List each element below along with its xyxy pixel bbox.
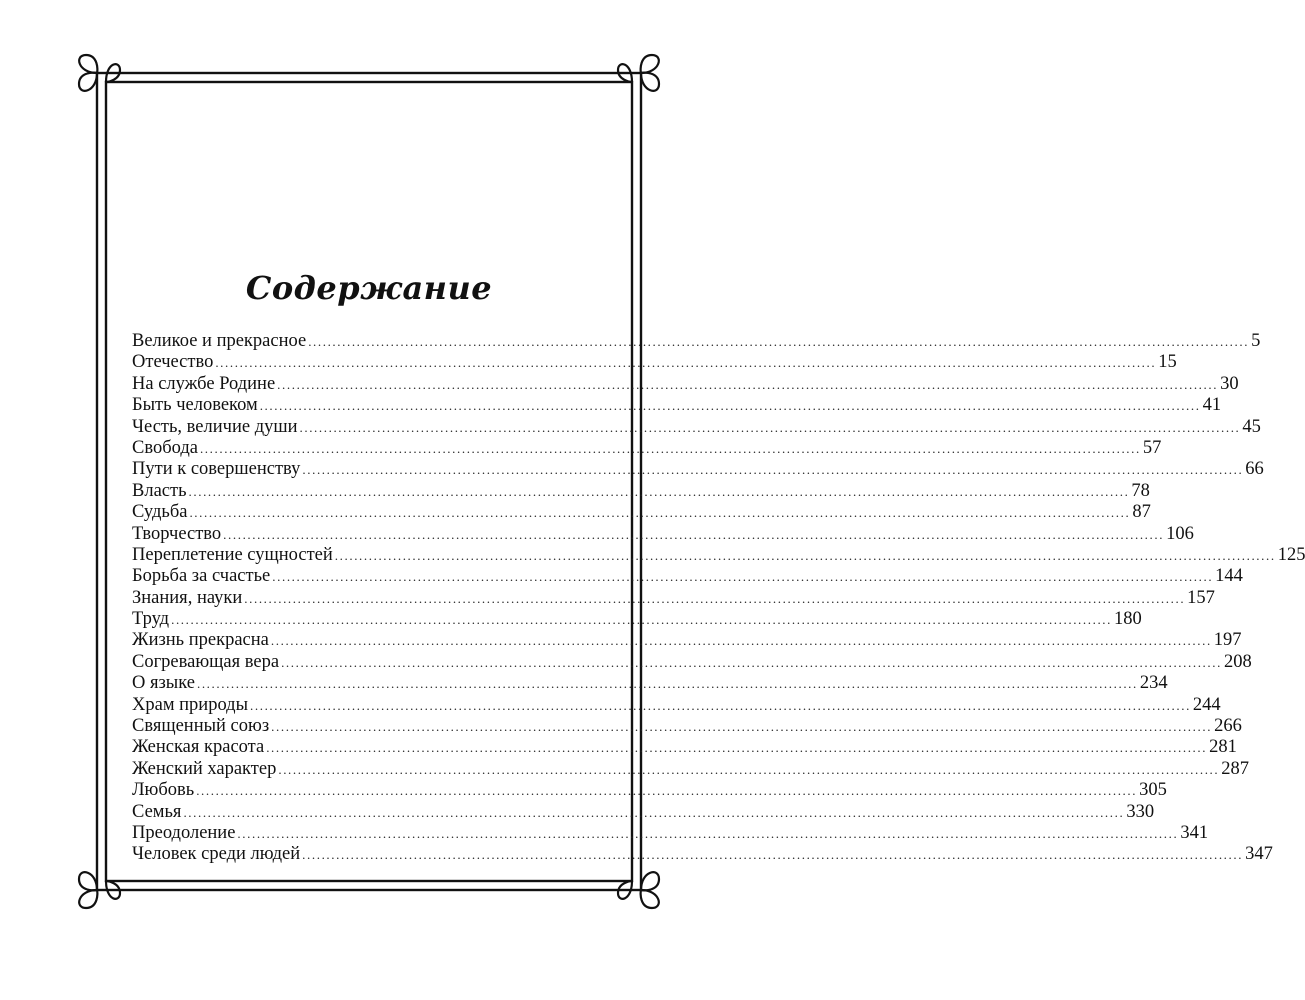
toc-entry	[132, 331, 1261, 352]
toc-dot-leader: ..................................................................................................................................................................................................	[302, 847, 1244, 863]
toc-dot-leader: ..................................................................................................................................................................................................	[223, 526, 1165, 542]
toc-entry-page-number: 244	[1192, 694, 1221, 715]
toc-entry-title: На службе Родине	[132, 373, 276, 394]
toc-dot-leader: ..................................................................................................................................................................................................	[171, 612, 1113, 628]
toc-entry-page-number: 106	[1166, 523, 1194, 544]
toc-entry	[132, 416, 1261, 438]
toc-entry-page-number: 305	[1139, 780, 1167, 801]
toc-entry-title: Творчество	[132, 523, 222, 544]
toc-entry-title: Согревающая вера	[132, 651, 280, 672]
toc-entry-page-number: 234	[1139, 673, 1168, 694]
toc-entry	[132, 587, 1215, 609]
toc-entry-page-number: 5	[1251, 331, 1261, 351]
toc-entry-page-number: 287	[1221, 758, 1249, 779]
toc-entry-page-number: 330	[1126, 801, 1155, 822]
toc-dot-leader: ..................................................................................................................................................................................................	[270, 633, 1212, 649]
toc-entry-title: Преодоление	[132, 822, 236, 843]
toc-entry-page-number: 45	[1242, 416, 1261, 437]
toc-dot-leader: ..................................................................................................................................................................................................	[199, 440, 1141, 456]
toc-entry-title: Знания, науки	[132, 587, 243, 608]
toc-entry-page-number: 281	[1209, 737, 1237, 758]
toc-entry	[132, 523, 1194, 545]
toc-entry-page-number: 87	[1132, 502, 1151, 523]
toc-dot-leader: ..................................................................................................................................................................................................	[189, 505, 1131, 521]
toc-entry	[132, 630, 1242, 651]
toc-entry-title: Труд	[132, 609, 170, 630]
toc-dot-leader: ..................................................................................................................................................................................................	[259, 398, 1201, 414]
toc-entry	[132, 694, 1221, 716]
toc-entry-page-number: 125	[1277, 544, 1305, 565]
toc-entry-page-number: 41	[1202, 395, 1222, 416]
toc-dot-leader: ..................................................................................................................................................................................................	[250, 697, 1191, 713]
toc-entry-title: Отечество	[132, 352, 214, 373]
toc-dot-leader: ..................................................................................................................................................................................................	[196, 783, 1138, 799]
toc-dot-leader: ..................................................................................................................................................................................................	[299, 419, 1241, 435]
toc-entry-page-number: 266	[1214, 716, 1242, 737]
toc-entry	[132, 395, 1222, 416]
toc-dot-leader: ..................................................................................................................................................................................................	[281, 654, 1222, 670]
toc-entry-title: Семья	[132, 801, 182, 822]
toc-entry-title: Переплетение сущностей	[132, 544, 333, 565]
toc-dot-leader: ..................................................................................................................................................................................................	[244, 590, 1186, 606]
toc-entry	[132, 352, 1177, 373]
toc-entry	[132, 480, 1150, 502]
toc-entry	[132, 566, 1243, 587]
toc-entry-title: Судьба	[132, 502, 188, 523]
toc-entry-page-number: 208	[1223, 651, 1252, 672]
toc-entry-page-number: 197	[1213, 630, 1242, 651]
toc-dot-leader: ..................................................................................................................................................................................................	[302, 462, 1244, 478]
toc-entry	[132, 737, 1237, 758]
toc-dot-leader: ..................................................................................................................................................................................................	[196, 676, 1138, 692]
toc-entry	[132, 373, 1239, 395]
toc-entry-title: Женская красота	[132, 737, 265, 758]
toc-entry-page-number: 30	[1220, 373, 1239, 394]
page-title: Содержание	[245, 269, 493, 307]
toc-entry-page-number: 66	[1245, 459, 1264, 480]
toc-entry-title: Свобода	[132, 437, 198, 458]
toc-entry-title: Пути к совершенству	[132, 459, 301, 480]
toc-entry	[132, 758, 1249, 780]
toc-entry-title: Честь, величие души	[132, 416, 298, 437]
toc-entry	[132, 801, 1155, 823]
toc-entry	[132, 844, 1273, 865]
toc-dot-leader: ..................................................................................................................................................................................................	[334, 547, 1276, 563]
toc-entry-page-number: 15	[1158, 352, 1177, 373]
toc-entry-title: Борьба за счастье	[132, 566, 271, 587]
toc-dot-leader: ..................................................................................................................................................................................................	[308, 334, 1250, 349]
toc-entry-title: Быть человеком	[132, 395, 258, 416]
toc-entry-title: Храм природы	[132, 694, 249, 715]
toc-dot-leader: ..................................................................................................................................................................................................	[277, 376, 1219, 392]
toc-entry	[132, 780, 1167, 801]
toc-dot-leader: ..................................................................................................................................................................................................	[278, 761, 1220, 777]
toc-entry-page-number: 347	[1245, 844, 1273, 865]
toc-entry-title: Женский характер	[132, 758, 277, 779]
toc-entry	[132, 822, 1209, 844]
table-of-contents	[132, 331, 1305, 866]
toc-entry	[132, 716, 1242, 737]
toc-entry	[132, 459, 1264, 480]
toc-entry	[132, 673, 1168, 694]
toc-entry-title: Священный союз	[132, 716, 270, 737]
toc-entry-title: Человек среди людей	[132, 844, 301, 865]
toc-entry-title: О языке	[132, 673, 195, 694]
toc-entry-title: Власть	[132, 480, 187, 501]
toc-dot-leader: ..................................................................................................................................................................................................	[266, 740, 1208, 756]
toc-entry-title: Любовь	[132, 780, 195, 801]
toc-entry	[132, 609, 1142, 630]
toc-entry-page-number: 57	[1142, 437, 1162, 458]
toc-entry-page-number: 78	[1131, 480, 1150, 501]
toc-entry	[132, 437, 1162, 459]
toc-entry-page-number: 157	[1187, 587, 1215, 608]
toc-entry-page-number: 341	[1180, 822, 1209, 843]
toc-entry-title: Жизнь прекрасна	[132, 630, 269, 651]
toc-entry-page-number: 180	[1114, 609, 1142, 630]
toc-dot-leader: ..................................................................................................................................................................................................	[183, 804, 1125, 820]
toc-entry-page-number: 144	[1215, 566, 1243, 587]
toc-dot-leader: ..................................................................................................................................................................................................	[237, 825, 1179, 841]
toc-entry	[132, 502, 1151, 523]
toc-entry-title: Великое и прекрасное	[132, 331, 307, 351]
toc-dot-leader: ..................................................................................................................................................................................................	[215, 355, 1157, 371]
toc-dot-leader: ..................................................................................................................................................................................................	[272, 569, 1214, 585]
toc-entry	[132, 544, 1305, 566]
toc-entry	[132, 651, 1252, 673]
toc-dot-leader: ..................................................................................................................................................................................................	[188, 483, 1130, 499]
toc-dot-leader: ..................................................................................................................................................................................................	[271, 719, 1213, 735]
